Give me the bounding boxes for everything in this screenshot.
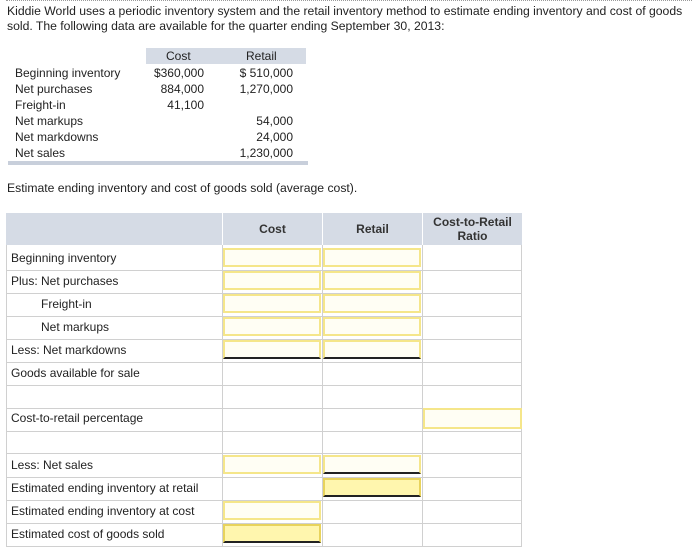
row-label: Estimated ending inventory at cost (11, 504, 195, 518)
row-label: Net markups (41, 320, 110, 334)
given-label-freight-in: Freight-in (15, 98, 66, 112)
given-retail-net-sales: 1,230,000 (239, 146, 293, 160)
table-row (6, 431, 522, 454)
given-label-net-markdowns: Net markdowns (15, 130, 99, 144)
net-markdowns-retail-input[interactable] (323, 340, 421, 359)
given-retail-net-markups: 54,000 (256, 114, 293, 128)
given-label-beginning-inventory: Beginning inventory (15, 66, 121, 80)
given-retail-beginning-inventory: $ 510,000 (239, 66, 293, 80)
given-label-net-markups: Net markups (15, 114, 84, 128)
cost-to-retail-ratio-input[interactable] (423, 408, 522, 429)
row-label: Plus: Net purchases (11, 274, 119, 288)
worksheet-table (6, 213, 522, 546)
cost-of-goods-sold-input[interactable] (223, 524, 321, 543)
net-purchases-cost-input[interactable] (223, 271, 321, 290)
given-retail-header: Retail (246, 49, 277, 63)
given-label-net-purchases: Net purchases (15, 82, 93, 96)
given-cost-net-purchases: 884,000 (160, 82, 204, 96)
row-label: Goods available for sale (11, 366, 140, 380)
given-retail-net-markdowns: 24,000 (256, 130, 293, 144)
row-label: Estimated ending inventory at retail (11, 481, 199, 495)
given-label-net-sales: Net sales (15, 146, 66, 160)
net-purchases-retail-input[interactable] (323, 271, 421, 290)
given-cost-header: Cost (166, 49, 191, 63)
row-label: Cost-to-retail percentage (11, 411, 144, 425)
beginning-inventory-retail-input[interactable] (323, 248, 421, 267)
net-sales-retail-input[interactable] (323, 455, 421, 474)
freight-in-cost-input[interactable] (223, 294, 321, 313)
beginning-inventory-cost-input[interactable] (223, 248, 321, 267)
row-label: Less: Net markdowns (11, 343, 127, 357)
given-bottom-bar (8, 161, 308, 165)
given-cost-freight-in: 41,100 (167, 98, 204, 112)
net-markups-cost-input[interactable] (223, 317, 321, 336)
net-sales-cost-input[interactable] (223, 455, 321, 474)
row-label: Estimated cost of goods sold (11, 527, 165, 541)
worksheet-cost-header: Cost (259, 222, 286, 236)
row-label: Beginning inventory (11, 251, 117, 265)
ending-inventory-cost-input[interactable] (223, 501, 321, 520)
net-markdowns-cost-input[interactable] (223, 340, 321, 359)
row-label: Less: Net sales (11, 458, 94, 472)
given-data-table (8, 48, 308, 166)
table-row (6, 477, 522, 501)
table-row (6, 362, 522, 386)
freight-in-retail-input[interactable] (323, 294, 421, 313)
ending-inventory-retail-input[interactable] (323, 478, 421, 497)
given-retail-net-purchases: 1,270,000 (239, 82, 293, 96)
given-cost-beginning-inventory: $360,000 (153, 66, 204, 80)
row-label: Freight-in (41, 297, 92, 311)
top-dotted-divider (6, 0, 692, 1)
problem-intro: Kiddie World uses a periodic inventory system and the retail inventory method to estimate ending inventory and cost of goods sold. The following data are available for the quarter ending September 30, 2013: (7, 4, 683, 33)
table-row (6, 385, 522, 409)
instruction-text: Estimate ending inventory and cost of goods sold (average cost). (7, 181, 358, 195)
worksheet-ratio-header: Cost-to-Retail Ratio (433, 215, 512, 243)
worksheet-retail-header: Retail (356, 222, 389, 236)
net-markups-retail-input[interactable] (323, 317, 421, 336)
